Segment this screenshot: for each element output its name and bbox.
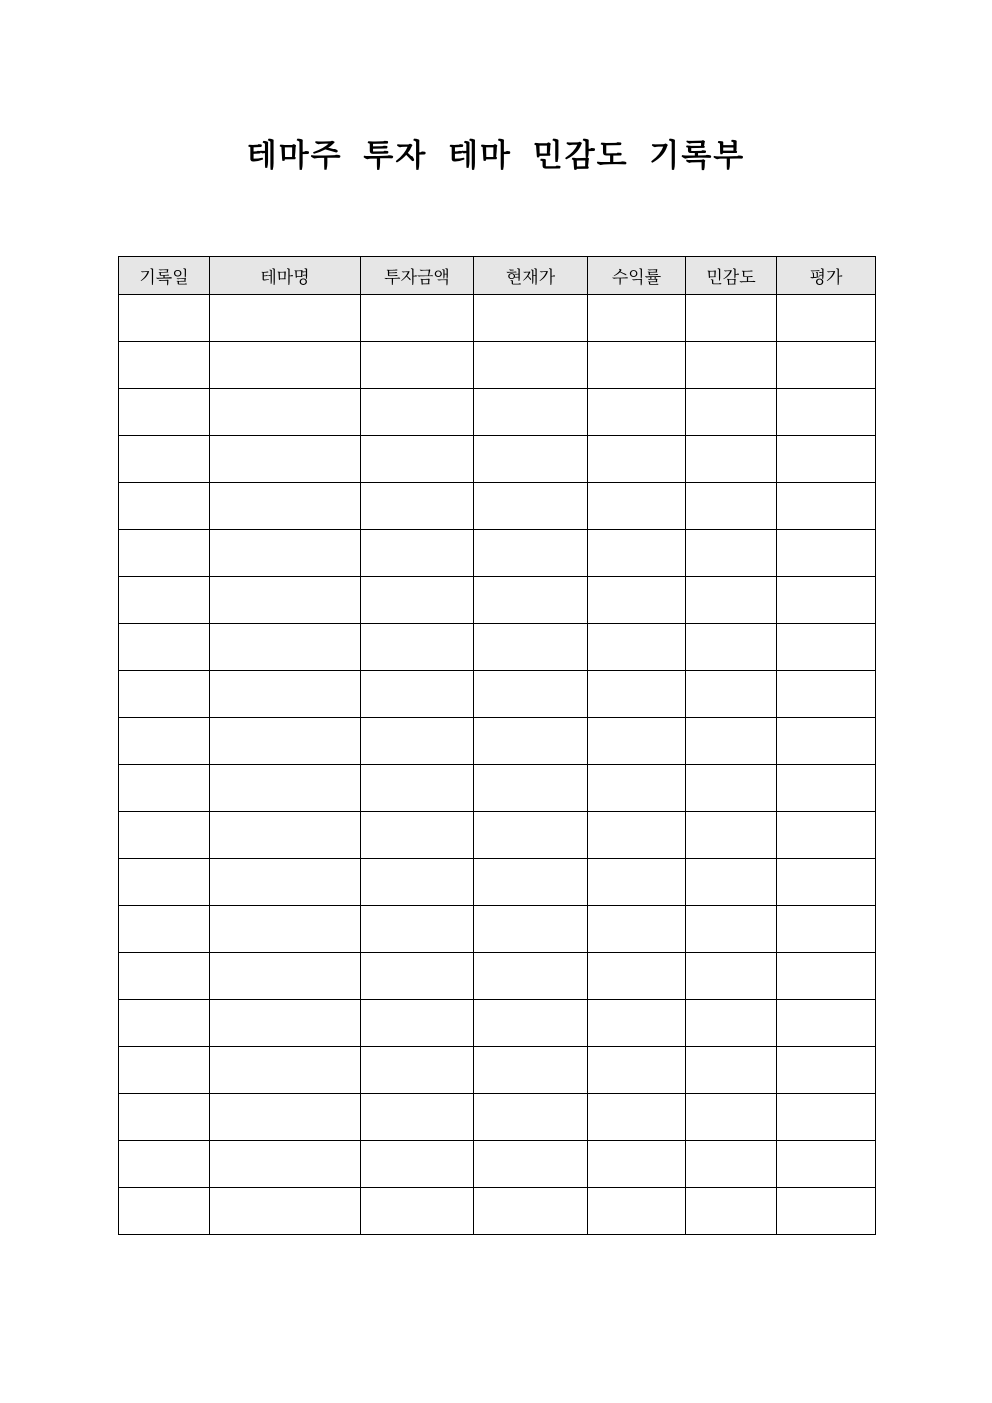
table-row bbox=[119, 765, 876, 812]
cell-evaluation[interactable] bbox=[777, 342, 876, 389]
cell-current-price[interactable] bbox=[474, 436, 588, 483]
column-header-sensitivity: 민감도 bbox=[686, 257, 777, 295]
cell-theme-name[interactable] bbox=[210, 624, 361, 671]
table-row bbox=[119, 812, 876, 859]
cell-sensitivity[interactable] bbox=[686, 624, 777, 671]
cell-evaluation[interactable] bbox=[777, 624, 876, 671]
cell-current-price[interactable] bbox=[474, 812, 588, 859]
cell-current-price[interactable] bbox=[474, 953, 588, 1000]
table-body bbox=[119, 295, 876, 1235]
cell-current-price[interactable] bbox=[474, 624, 588, 671]
cell-return-rate[interactable] bbox=[588, 671, 686, 718]
cell-investment-amount[interactable] bbox=[361, 483, 474, 530]
cell-current-price[interactable] bbox=[474, 859, 588, 906]
cell-theme-name[interactable] bbox=[210, 436, 361, 483]
table-row bbox=[119, 389, 876, 436]
cell-sensitivity[interactable] bbox=[686, 436, 777, 483]
table-row bbox=[119, 859, 876, 906]
table-row bbox=[119, 483, 876, 530]
cell-record-date[interactable] bbox=[119, 671, 210, 718]
cell-return-rate[interactable] bbox=[588, 1000, 686, 1047]
cell-evaluation[interactable] bbox=[777, 483, 876, 530]
cell-sensitivity[interactable] bbox=[686, 812, 777, 859]
cell-return-rate[interactable] bbox=[588, 389, 686, 436]
cell-theme-name[interactable] bbox=[210, 1188, 361, 1235]
cell-return-rate[interactable] bbox=[588, 295, 686, 342]
cell-investment-amount[interactable] bbox=[361, 859, 474, 906]
cell-return-rate[interactable] bbox=[588, 624, 686, 671]
cell-record-date[interactable] bbox=[119, 953, 210, 1000]
cell-record-date[interactable] bbox=[119, 859, 210, 906]
column-header-record-date: 기록일 bbox=[119, 257, 210, 295]
cell-investment-amount[interactable] bbox=[361, 765, 474, 812]
cell-theme-name[interactable] bbox=[210, 671, 361, 718]
cell-evaluation[interactable] bbox=[777, 765, 876, 812]
cell-current-price[interactable] bbox=[474, 765, 588, 812]
table-row bbox=[119, 1000, 876, 1047]
cell-record-date[interactable] bbox=[119, 1000, 210, 1047]
cell-theme-name[interactable] bbox=[210, 1141, 361, 1188]
cell-theme-name[interactable] bbox=[210, 765, 361, 812]
cell-sensitivity[interactable] bbox=[686, 718, 777, 765]
cell-return-rate[interactable] bbox=[588, 859, 686, 906]
cell-theme-name[interactable] bbox=[210, 953, 361, 1000]
table-row bbox=[119, 906, 876, 953]
cell-investment-amount[interactable] bbox=[361, 1141, 474, 1188]
cell-evaluation[interactable] bbox=[777, 389, 876, 436]
cell-record-date[interactable] bbox=[119, 483, 210, 530]
cell-sensitivity[interactable] bbox=[686, 906, 777, 953]
cell-current-price[interactable] bbox=[474, 1000, 588, 1047]
cell-investment-amount[interactable] bbox=[361, 1094, 474, 1141]
column-header-return-rate: 수익률 bbox=[588, 257, 686, 295]
cell-evaluation[interactable] bbox=[777, 436, 876, 483]
table-row bbox=[119, 436, 876, 483]
cell-current-price[interactable] bbox=[474, 483, 588, 530]
cell-sensitivity[interactable] bbox=[686, 342, 777, 389]
column-header-current-price: 현재가 bbox=[474, 257, 588, 295]
cell-sensitivity[interactable] bbox=[686, 859, 777, 906]
cell-sensitivity[interactable] bbox=[686, 483, 777, 530]
table-header-row bbox=[119, 257, 876, 295]
cell-sensitivity[interactable] bbox=[686, 1094, 777, 1141]
cell-return-rate[interactable] bbox=[588, 1094, 686, 1141]
cell-current-price[interactable] bbox=[474, 389, 588, 436]
cell-record-date[interactable] bbox=[119, 1141, 210, 1188]
table-row bbox=[119, 295, 876, 342]
cell-current-price[interactable] bbox=[474, 1188, 588, 1235]
cell-sensitivity[interactable] bbox=[686, 1188, 777, 1235]
cell-record-date[interactable] bbox=[119, 906, 210, 953]
cell-theme-name[interactable] bbox=[210, 906, 361, 953]
cell-theme-name[interactable] bbox=[210, 1094, 361, 1141]
cell-return-rate[interactable] bbox=[588, 436, 686, 483]
table-row bbox=[119, 953, 876, 1000]
cell-evaluation[interactable] bbox=[777, 718, 876, 765]
table-row bbox=[119, 1141, 876, 1188]
cell-evaluation[interactable] bbox=[777, 1141, 876, 1188]
cell-theme-name[interactable] bbox=[210, 530, 361, 577]
cell-return-rate[interactable] bbox=[588, 483, 686, 530]
cell-current-price[interactable] bbox=[474, 342, 588, 389]
cell-evaluation[interactable] bbox=[777, 530, 876, 577]
cell-record-date[interactable] bbox=[119, 342, 210, 389]
cell-sensitivity[interactable] bbox=[686, 953, 777, 1000]
cell-current-price[interactable] bbox=[474, 530, 588, 577]
cell-current-price[interactable] bbox=[474, 906, 588, 953]
cell-return-rate[interactable] bbox=[588, 953, 686, 1000]
table-row bbox=[119, 577, 876, 624]
cell-investment-amount[interactable] bbox=[361, 906, 474, 953]
cell-investment-amount[interactable] bbox=[361, 1000, 474, 1047]
cell-record-date[interactable] bbox=[119, 389, 210, 436]
cell-sensitivity[interactable] bbox=[686, 530, 777, 577]
table-row bbox=[119, 718, 876, 765]
column-header-theme-name: 테마명 bbox=[210, 257, 361, 295]
cell-return-rate[interactable] bbox=[588, 1047, 686, 1094]
table-row bbox=[119, 671, 876, 718]
cell-investment-amount[interactable] bbox=[361, 436, 474, 483]
cell-theme-name[interactable] bbox=[210, 812, 361, 859]
cell-record-date[interactable] bbox=[119, 1094, 210, 1141]
cell-theme-name[interactable] bbox=[210, 295, 361, 342]
cell-return-rate[interactable] bbox=[588, 530, 686, 577]
cell-evaluation[interactable] bbox=[777, 859, 876, 906]
cell-return-rate[interactable] bbox=[588, 718, 686, 765]
cell-return-rate[interactable] bbox=[588, 1188, 686, 1235]
table-row bbox=[119, 1188, 876, 1235]
table-row bbox=[119, 1094, 876, 1141]
cell-record-date[interactable] bbox=[119, 624, 210, 671]
cell-theme-name[interactable] bbox=[210, 1000, 361, 1047]
cell-sensitivity[interactable] bbox=[686, 1141, 777, 1188]
cell-investment-amount[interactable] bbox=[361, 1047, 474, 1094]
cell-sensitivity[interactable] bbox=[686, 295, 777, 342]
cell-theme-name[interactable] bbox=[210, 389, 361, 436]
cell-current-price[interactable] bbox=[474, 1141, 588, 1188]
cell-evaluation[interactable] bbox=[777, 295, 876, 342]
cell-investment-amount[interactable] bbox=[361, 953, 474, 1000]
cell-return-rate[interactable] bbox=[588, 812, 686, 859]
cell-record-date[interactable] bbox=[119, 765, 210, 812]
cell-theme-name[interactable] bbox=[210, 342, 361, 389]
cell-current-price[interactable] bbox=[474, 577, 588, 624]
column-header-investment-amount: 투자금액 bbox=[361, 257, 474, 295]
cell-record-date[interactable] bbox=[119, 577, 210, 624]
cell-investment-amount[interactable] bbox=[361, 718, 474, 765]
cell-investment-amount[interactable] bbox=[361, 812, 474, 859]
cell-evaluation[interactable] bbox=[777, 812, 876, 859]
column-header-evaluation: 평가 bbox=[777, 257, 876, 295]
record-table bbox=[118, 256, 876, 1235]
cell-investment-amount[interactable] bbox=[361, 342, 474, 389]
cell-record-date[interactable] bbox=[119, 812, 210, 859]
cell-current-price[interactable] bbox=[474, 1047, 588, 1094]
cell-evaluation[interactable] bbox=[777, 953, 876, 1000]
cell-evaluation[interactable] bbox=[777, 577, 876, 624]
cell-evaluation[interactable] bbox=[777, 1094, 876, 1141]
cell-investment-amount[interactable] bbox=[361, 389, 474, 436]
cell-evaluation[interactable] bbox=[777, 1188, 876, 1235]
cell-sensitivity[interactable] bbox=[686, 671, 777, 718]
cell-investment-amount[interactable] bbox=[361, 295, 474, 342]
table-row bbox=[119, 530, 876, 577]
cell-current-price[interactable] bbox=[474, 718, 588, 765]
cell-investment-amount[interactable] bbox=[361, 1188, 474, 1235]
table-row bbox=[119, 1047, 876, 1094]
table-row bbox=[119, 624, 876, 671]
cell-return-rate[interactable] bbox=[588, 577, 686, 624]
cell-evaluation[interactable] bbox=[777, 671, 876, 718]
cell-sensitivity[interactable] bbox=[686, 765, 777, 812]
cell-current-price[interactable] bbox=[474, 1094, 588, 1141]
cell-sensitivity[interactable] bbox=[686, 577, 777, 624]
cell-theme-name[interactable] bbox=[210, 483, 361, 530]
cell-return-rate[interactable] bbox=[588, 1141, 686, 1188]
cell-record-date[interactable] bbox=[119, 436, 210, 483]
cell-theme-name[interactable] bbox=[210, 577, 361, 624]
cell-investment-amount[interactable] bbox=[361, 624, 474, 671]
cell-record-date[interactable] bbox=[119, 1188, 210, 1235]
table-row bbox=[119, 342, 876, 389]
cell-investment-amount[interactable] bbox=[361, 530, 474, 577]
cell-theme-name[interactable] bbox=[210, 718, 361, 765]
cell-current-price[interactable] bbox=[474, 671, 588, 718]
cell-investment-amount[interactable] bbox=[361, 577, 474, 624]
cell-investment-amount[interactable] bbox=[361, 671, 474, 718]
cell-sensitivity[interactable] bbox=[686, 389, 777, 436]
cell-evaluation[interactable] bbox=[777, 1047, 876, 1094]
cell-return-rate[interactable] bbox=[588, 765, 686, 812]
cell-record-date[interactable] bbox=[119, 530, 210, 577]
cell-theme-name[interactable] bbox=[210, 1047, 361, 1094]
cell-record-date[interactable] bbox=[119, 295, 210, 342]
cell-sensitivity[interactable] bbox=[686, 1047, 777, 1094]
cell-record-date[interactable] bbox=[119, 718, 210, 765]
cell-sensitivity[interactable] bbox=[686, 1000, 777, 1047]
cell-evaluation[interactable] bbox=[777, 1000, 876, 1047]
page-title: 테마주 투자 테마 민감도 기록부 bbox=[246, 138, 746, 174]
cell-theme-name[interactable] bbox=[210, 859, 361, 906]
cell-record-date[interactable] bbox=[119, 1047, 210, 1094]
cell-return-rate[interactable] bbox=[588, 342, 686, 389]
cell-return-rate[interactable] bbox=[588, 906, 686, 953]
cell-evaluation[interactable] bbox=[777, 906, 876, 953]
cell-current-price[interactable] bbox=[474, 295, 588, 342]
